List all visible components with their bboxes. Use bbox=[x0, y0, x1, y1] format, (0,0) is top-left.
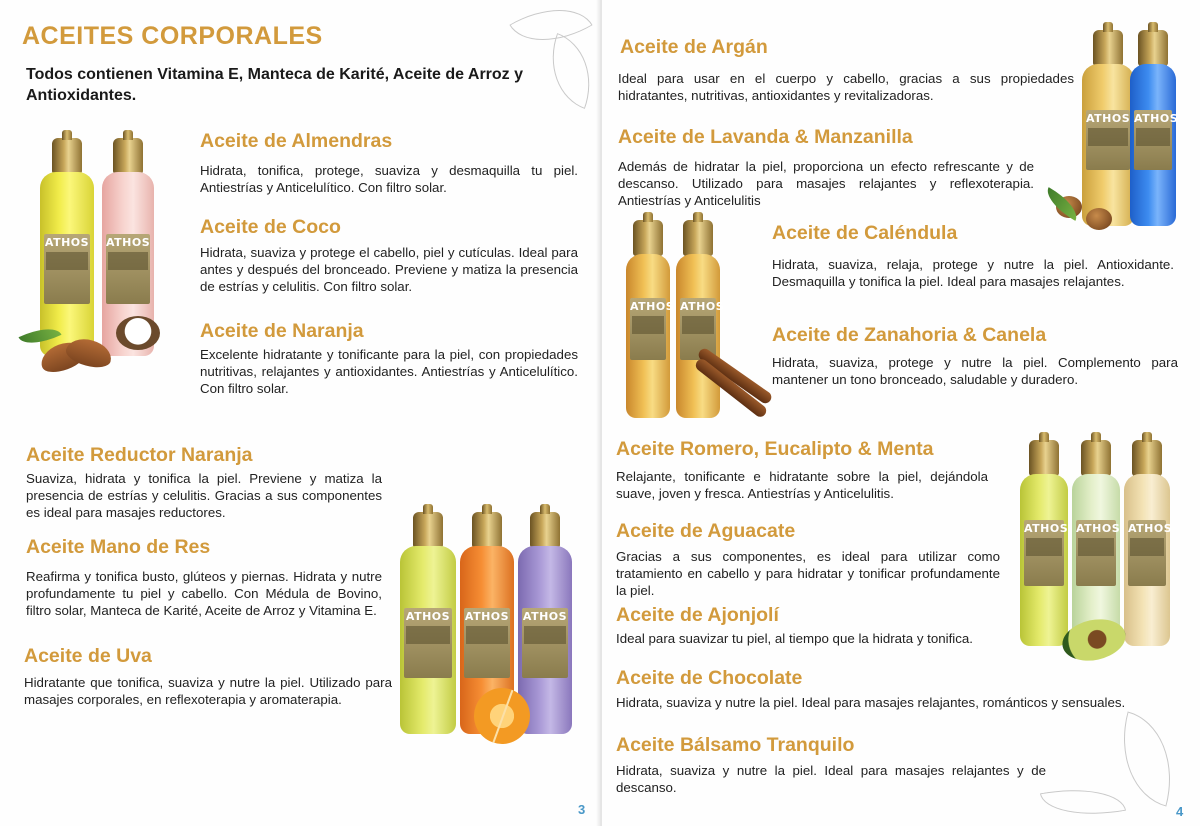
romero-bottle-image: ATHOS bbox=[1020, 440, 1068, 646]
product-title: Aceite Reductor Naranja bbox=[26, 444, 253, 466]
product-description: Hidrata, suaviza y nutre la piel. Ideal para masajes relajantes, románticos y sensuales. bbox=[616, 695, 1126, 710]
product-description: Excelente hidratante y tonificante para la piel, con propiedades nutritivas, relajantes y antioxidantes. Antiestrías y Anticelulítico. Con filtro solar. bbox=[200, 347, 578, 396]
product-description: Hidrata, suaviza, relaja, protege y nutre la piel. Antioxidante. Desmaquilla y tonifica la piel. Ideal para masajes relajantes. bbox=[772, 257, 1174, 289]
product-title: Aceite de Uva bbox=[24, 645, 152, 667]
product-description: Suaviza, hidrata y tonifica la piel. Previene y matiza la presencia de estrías y celulitis. Gracias a sus componentes es ideal para masajes reductores. bbox=[26, 471, 382, 520]
page-number: 4 bbox=[1176, 804, 1184, 819]
uva-bottle-image: ATHOS bbox=[518, 512, 572, 734]
product-description: Reafirma y tonifica busto, glúteos y piernas. Hidrata y nutre profundamente tu piel y cabello. Con Médula de Bovino, filtro solar, Manteca de Karité, Aceite de Arroz y Vitamina E. bbox=[26, 569, 382, 618]
product-description: Hidrata, tonifica, protege, suaviza y desmaquilla tu piel. Antiestrías y Anticelulítico. Con filtro solar. bbox=[200, 163, 578, 195]
product-title: Aceite de Zanahoria & Canela bbox=[772, 324, 1047, 346]
coco-bottle-image: ATHOS bbox=[102, 138, 154, 356]
product-title: Aceite de Aguacate bbox=[616, 520, 796, 542]
ajonjoli-bottle-image: ATHOS bbox=[1124, 440, 1170, 646]
product-title: Aceite de Naranja bbox=[200, 320, 364, 342]
reductor-naranja-bottle-image: ATHOS bbox=[460, 512, 514, 734]
calendula-bottle-image: ATHOS bbox=[626, 220, 670, 418]
product-description: Además de hidratar la piel, proporciona un efecto refrescante y de descanso. Utilizado para masajes relajantes y reflexoterapia. Antiestrías y Anticelulitis bbox=[618, 159, 1034, 208]
page-title: ACEITES CORPORALES bbox=[22, 22, 323, 50]
argan-nut-icon bbox=[1086, 208, 1112, 230]
right-page bbox=[602, 0, 1200, 826]
product-description: Hidrata, suaviza y protege el cabello, piel y cutículas. Ideal para antes y después del bronceado. Previene y matiza la presencia de estrías y celulitis. Con filtro solar. bbox=[200, 245, 578, 294]
product-title: Aceite de Caléndula bbox=[772, 222, 958, 244]
product-title: Aceite de Lavanda & Manzanilla bbox=[618, 126, 913, 148]
product-title: Aceite de Ajonjolí bbox=[616, 604, 779, 626]
product-title: Aceite Romero, Eucalipto & Menta bbox=[616, 438, 934, 460]
product-title: Aceite de Chocolate bbox=[616, 667, 803, 689]
product-description: Hidrata, suaviza y nutre la piel. Ideal para masajes relajantes y de descanso. bbox=[616, 763, 1046, 795]
coconut-icon bbox=[116, 316, 160, 350]
product-description: Hidratante que tonifica, suaviza y nutre la piel. Utilizado para masajes corporales, en reflexoterapia y aromaterapia. bbox=[24, 675, 392, 707]
product-title: Aceite de Coco bbox=[200, 216, 341, 238]
mano-de-res-bottle-image: ATHOS bbox=[400, 512, 456, 734]
almendras-bottle-image: ATHOS bbox=[40, 138, 94, 356]
product-title: Aceite de Argán bbox=[620, 36, 768, 58]
leaf-outline-decoration bbox=[1106, 711, 1187, 806]
product-description: Relajante, tonificante e hidratante sobre la piel, dejándola suave, joven y fresca. Antiestrías y Anticelulitis. bbox=[616, 469, 988, 501]
product-description: Ideal para suavizar tu piel, al tiempo que la hidrata y tonifica. bbox=[616, 631, 974, 646]
product-description: Ideal para usar en el cuerpo y cabello, gracias a sus propiedades hidratantes, nutritivas, antioxidantes y revitalizadoras. bbox=[618, 71, 1074, 103]
zanahoria-bottle-image: ATHOS bbox=[676, 220, 720, 418]
argan-bottle-image: ATHOS bbox=[1082, 30, 1134, 226]
lavanda-bottle-image: ATHOS bbox=[1130, 30, 1176, 226]
product-title: Aceite Mano de Res bbox=[26, 536, 211, 558]
product-title: Aceite de Almendras bbox=[200, 130, 393, 152]
product-title: Aceite Bálsamo Tranquilo bbox=[616, 734, 855, 756]
product-description: Hidrata, suaviza, protege y nutre la piel. Complemento para mantener un tono bronceado, saludable y duradero. bbox=[772, 355, 1178, 387]
page-number: 3 bbox=[578, 802, 586, 817]
leaf-outline-decoration bbox=[1040, 779, 1126, 825]
aguacate-bottle-image: ATHOS bbox=[1072, 440, 1120, 646]
intro-text: Todos contienen Vitamina E, Manteca de Karité, Aceite de Arroz y Antioxidantes. bbox=[26, 66, 524, 104]
product-description: Gracias a sus componentes, es ideal para utilizar como tratamiento en cabello y para hidratar y tonificar profundamente la piel. bbox=[616, 549, 1000, 598]
